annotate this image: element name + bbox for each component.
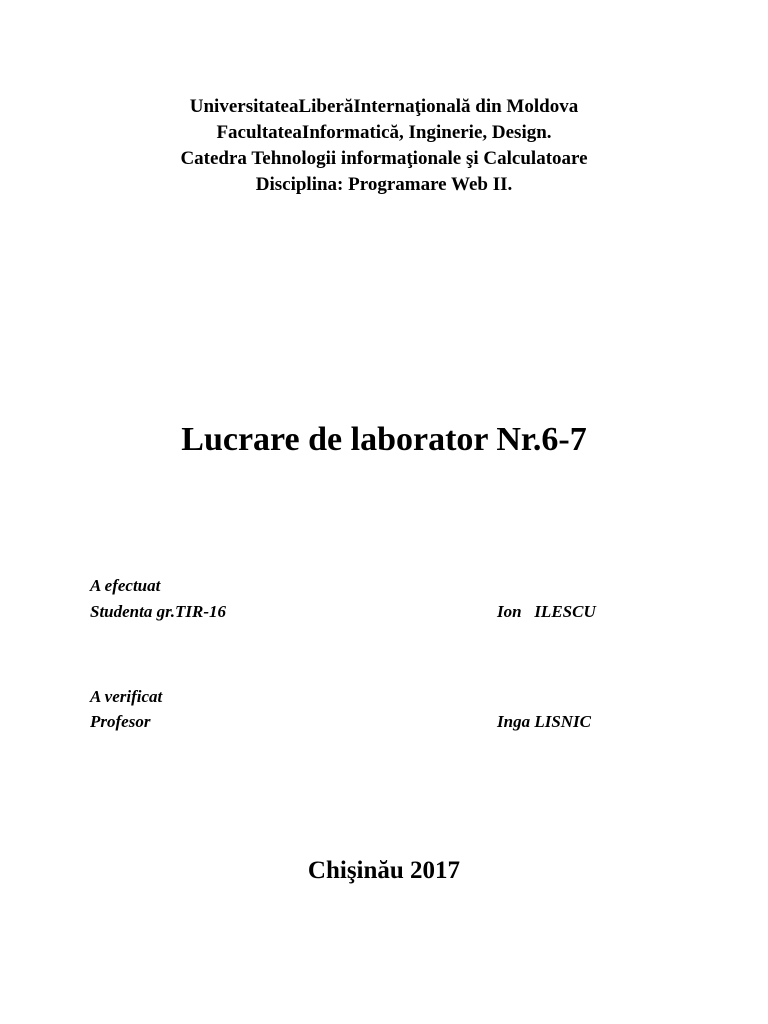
university-name: UniversitateaLiberăInternaţională din Moldova	[189, 96, 579, 117]
department-name: Catedra Tehnologii informaţionale şi Calculatoare	[180, 148, 588, 169]
verified-heading: A verificat	[90, 687, 163, 706]
verified-name: Inga LISNIC	[497, 712, 592, 731]
discipline-name: Disciplina: Programare Web II.	[255, 174, 513, 195]
place-and-year: Chişinău 2017	[307, 857, 461, 884]
verified-role: Profesor	[90, 712, 151, 731]
performed-name: Ion ILESCU	[497, 602, 596, 621]
institution-header	[0, 94, 768, 198]
faculty-name: FacultateaInformatică, Inginerie, Design.	[216, 122, 552, 143]
performed-heading: A efectuat	[90, 576, 161, 595]
performed-role: Studenta gr.TIR-16	[90, 602, 227, 621]
document-title: Lucrare de laborator Nr.6-7	[181, 421, 587, 458]
